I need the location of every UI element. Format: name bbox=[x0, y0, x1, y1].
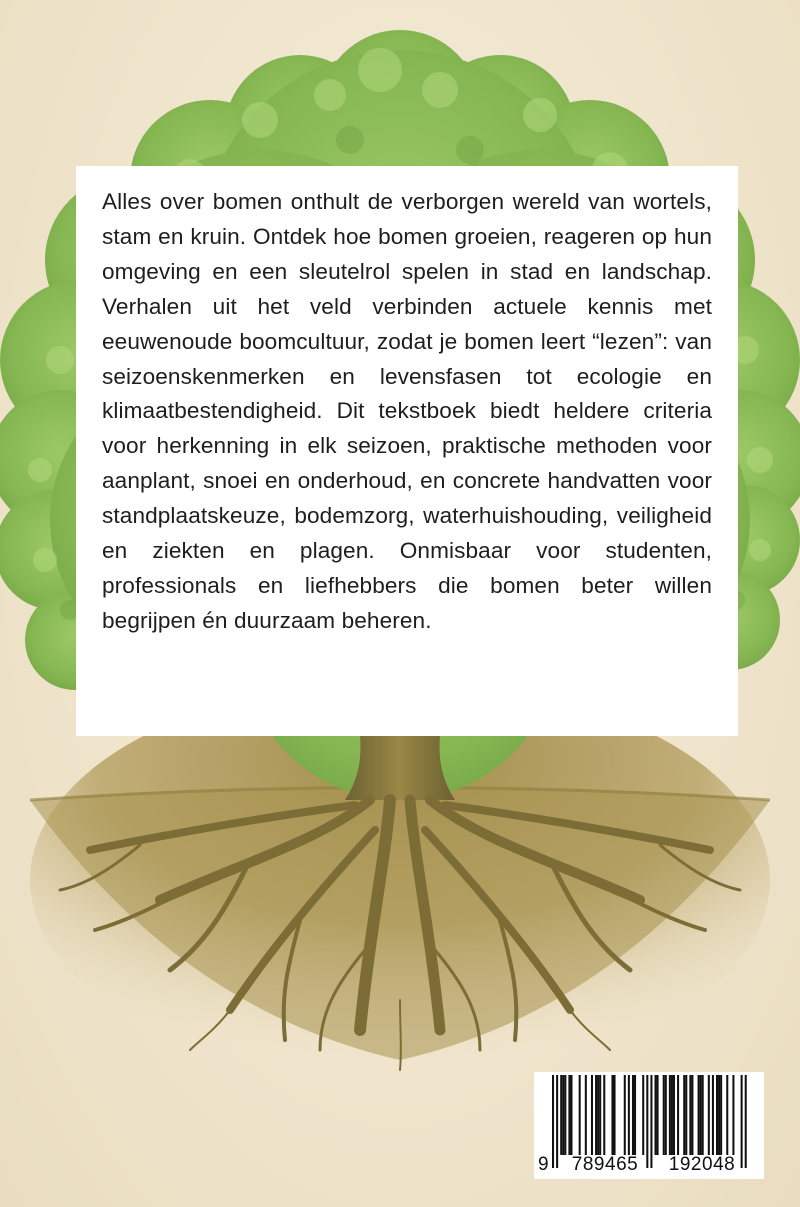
barcode-bar bbox=[603, 1075, 605, 1155]
barcode-bar bbox=[712, 1075, 714, 1155]
barcode-bar bbox=[708, 1075, 710, 1155]
barcode-bar bbox=[579, 1075, 581, 1155]
barcode-bar bbox=[556, 1075, 558, 1168]
barcode-first-digit: 9 bbox=[538, 1154, 549, 1175]
barcode-bar bbox=[597, 1075, 599, 1155]
barcode-bar bbox=[591, 1075, 593, 1155]
barcode-bar bbox=[564, 1075, 566, 1155]
barcode-bar bbox=[628, 1075, 630, 1155]
barcode-bar bbox=[691, 1075, 693, 1155]
barcode-bar bbox=[689, 1075, 691, 1155]
barcode-bar bbox=[655, 1075, 657, 1155]
barcode-bar bbox=[677, 1075, 679, 1155]
barcode-bar bbox=[665, 1075, 667, 1155]
barcode-bar bbox=[671, 1075, 673, 1155]
back-cover-blurb: Alles over bomen onthult de verborgen wereld van wortels, stam en kruin. Ontdek hoe bomen groeien, reageren op hun omgeving en een sleutelrol spelen in stad en landschap. Verhalen uit het veld verbinden actuele kennis met eeuwenoude boomcultuur, zodat je bomen leert “lezen”: van seizoenskenmerken en levensfasen tot ecologie en klimaatbestendigheid. Dit tekstboek biedt heldere criteria voor herkenning in elk seizoen, praktische methoden voor aanplant, snoei en onderhoud, en concrete handvatten voor standplaatskeuze, bodemzorg, waterhuishouding, veiligheid en ziekten en plagen. Onmisbaar voor studenten, professionals en liefhebbers die bomen beter willen begrijpen én duurzaam beheren. bbox=[102, 189, 712, 633]
barcode-bar bbox=[614, 1075, 616, 1155]
barcode-bar bbox=[718, 1075, 720, 1155]
blurb-box bbox=[76, 166, 738, 736]
barcode-bar bbox=[716, 1075, 718, 1155]
barcode-bar bbox=[562, 1075, 564, 1155]
barcode-bar bbox=[632, 1075, 634, 1155]
barcode-bar bbox=[683, 1075, 685, 1155]
barcode-bar bbox=[726, 1075, 728, 1155]
barcode-bar bbox=[560, 1075, 562, 1155]
barcode-bar bbox=[599, 1075, 601, 1155]
barcode-bar bbox=[669, 1075, 671, 1155]
barcode-left-digits: 789465 bbox=[571, 1154, 639, 1175]
barcode-bar bbox=[570, 1075, 572, 1155]
barcode-bar bbox=[657, 1075, 659, 1155]
barcode-bar bbox=[700, 1075, 702, 1155]
barcode-bar bbox=[698, 1075, 700, 1155]
barcode-bar bbox=[568, 1075, 570, 1155]
barcode-bar bbox=[585, 1075, 587, 1155]
barcode-bar bbox=[634, 1075, 636, 1155]
barcode-bar bbox=[720, 1075, 722, 1155]
barcode-bar bbox=[552, 1075, 554, 1168]
barcode-bar bbox=[650, 1075, 652, 1168]
barcode-bar bbox=[673, 1075, 675, 1155]
barcode-bar bbox=[624, 1075, 626, 1155]
barcode-bar bbox=[642, 1075, 644, 1155]
barcode-bar bbox=[685, 1075, 687, 1155]
barcode-bar bbox=[663, 1075, 665, 1155]
barcode-bar bbox=[611, 1075, 613, 1155]
barcode-right-digits: 192048 bbox=[668, 1154, 736, 1175]
barcode-bar bbox=[702, 1075, 704, 1155]
barcode-bar bbox=[732, 1075, 734, 1155]
barcode-bar bbox=[595, 1075, 597, 1155]
isbn-barcode bbox=[534, 1072, 764, 1179]
